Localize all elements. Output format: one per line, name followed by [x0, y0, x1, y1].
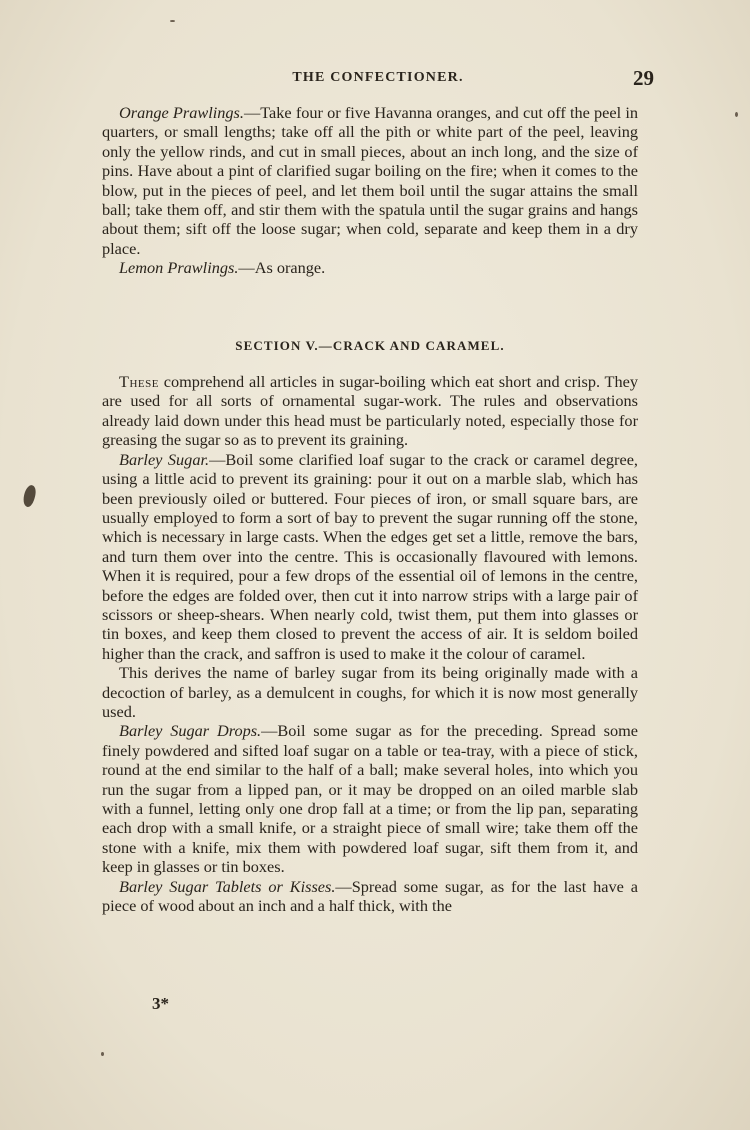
intro-small-caps: These [119, 372, 159, 392]
running-title: THE CONFECTIONER. [292, 70, 464, 85]
recipe-text: —Boil some sugar as for the preceding. Spread some finely powdered and sifted loaf sugar on a table or tea-tray, with a piece of stick, round at the end similar to the half of a ball; make several holes, into which you run the sugar from a lipped pan, or it may be dropped on an oiled marble slab with a funnel, letting only one drop fall at a time; or from the lip pan, separating each drop with a small knife, or a straight piece of small wire; take them off the stone with a knife, mix them with powdered loaf sugar, sift them from it, and keep in glasses or tin boxes. [102, 721, 638, 877]
recipe-paragraph [102, 258, 638, 277]
recipe-text: This derives the name of barley sugar from its being originally made with a decoction of barley, as a demulcent in coughs, for which it is now most generally used. [102, 663, 638, 721]
recipe-title: Barley Sugar. [119, 449, 210, 469]
recipe-paragraph [102, 663, 638, 721]
recipe-text: —Take four or five Havanna oranges, and cut off the peel in quarters, or small lengths; take off all the pith or white part of the peel, leaving only the yellow rinds, and cut in small pieces, about an inch long, and the size of pins. Have about a pint of clarified sugar boiling on the fire; when it comes to the blow, put in the pieces of peel, and let them boil until the sugar attains the small ball; take them off, and stir them with the spatula until the sugar grains and hangs about them; sift off the loose sugar; when cold, separate and keep them in a dry place. [102, 103, 638, 258]
speck [101, 1052, 104, 1056]
page-number: 29 [633, 66, 654, 90]
recipe-paragraph [102, 721, 638, 876]
recipe-text: —Spread some sugar, as for the last have a piece of wood about an inch and a half thick, with the [102, 876, 638, 916]
body-text [102, 103, 638, 915]
recipe-title: Barley Sugar Drops. [119, 721, 262, 741]
recipe-text: —Boil some clarified loaf sugar to the crack or caramel degree, using a little acid to prevent its graining: pour it out on a marble slab, which has been previously oiled or buttered. Four pieces of iron, or small square bars, are usually employed to form a sort of bay to prevent the sugar running off the stone, which is necessary in large casts. When the edges get set a little, remove the bars, and turn them over into the centre. This is occasionally flavoured with lemons. When it is required, pour a few drops of the essential oil of lemons in the centre, before the edges are folded over, then cut it into narrow strips with a large pair of scissors or sheep-shears. When nearly cold, twist them, put them into glasses or tin boxes, and keep them closed to prevent the access of air. It is seldom boiled higher than the crack, and saffron is used to make it the colour of caramel. [102, 449, 638, 663]
recipe-title: Orange Prawlings. [119, 103, 244, 122]
section-intro [102, 372, 638, 450]
recipe-title: Barley Sugar Tablets or Kisses. [119, 876, 336, 896]
page-header [102, 66, 654, 94]
recipe-title: Lemon Prawlings. [119, 258, 239, 278]
recipe-paragraph [102, 103, 638, 258]
recipe-text: —As orange. [238, 258, 326, 278]
ink-blot [21, 484, 38, 508]
recipe-paragraph [102, 877, 638, 916]
recipe-paragraph [102, 450, 638, 663]
signature-mark: 3* [152, 994, 169, 1013]
intro-text: comprehend all articles in sugar-boiling which eat short and crisp. They are used for all sorts of ornamental sugar-work. The rules and observations already laid down under this head must be particularly noted, especially those for greasing the sugar so as to prevent its graining. [102, 372, 638, 450]
speck [735, 112, 738, 117]
speck [170, 20, 175, 22]
section-heading: SECTION V.—CRACK AND CARAMEL. [235, 337, 505, 353]
